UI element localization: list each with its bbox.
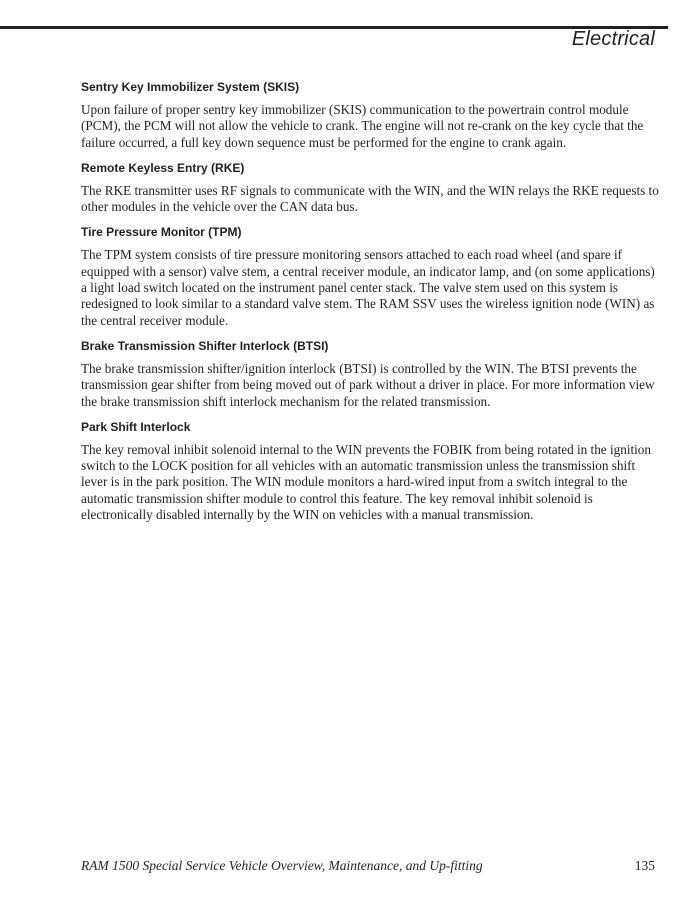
section-tpm xyxy=(81,224,659,328)
section-paragraph: The RKE transmitter uses RF signals to communicate with the WIN, and the WIN relays the RKE requests to other modules in the vehicle over the CAN data bus. xyxy=(81,182,659,215)
section-heading: Park Shift Interlock xyxy=(81,419,191,434)
section-heading: Sentry Key Immobilizer System (SKIS) xyxy=(81,80,300,94)
page-number: 135 xyxy=(634,858,655,873)
header-rule xyxy=(0,26,668,29)
section-skis xyxy=(81,79,659,151)
section-paragraph: The brake transmission shifter/ignition interlock (BTSI) is controlled by the WIN. The BTSI prevents the transmission gear shifter from being moved out of park without a driver in place. For more information view the brake transmission shift interlock mechanism for the related transmission. xyxy=(81,360,655,409)
section-paragraph: The TPM system consists of tire pressure monitoring sensors attached to each road wheel (and spare if equipped with a sensor) valve stem, a central receiver module, an indicator lamp, and (on some applications) a light load switch located on the instrument panel center stack. The valve stem used on this system is redesigned to look similar to a standard valve stem. The RAM SSV uses the wireless ignition node (WIN) as the central receiver module. xyxy=(81,247,655,328)
section-heading: Tire Pressure Monitor (TPM) xyxy=(81,225,242,240)
section-paragraph: Upon failure of proper sentry key immobilizer (SKIS) communication to the powertrain control module (PCM), the PCM will not allow the vehicle to crank. The engine will not re-crank on the key cycle that the failure occurred, a full key down sequence must be performed for the engine to crank again. xyxy=(81,102,644,150)
section-btsi xyxy=(81,338,659,410)
page-content xyxy=(81,79,659,532)
section-paragraph: The key removal inhibit solenoid internal to the WIN prevents the FOBIK from being rotated in the ignition switch to the LOCK position for all vehicles with an automatic transmission unless the transmission shift lever is in the park position. The WIN module monitors a hard-wired input from a switch integral to the automatic transmission shifter module to control this feature. The key removal inhibit solenoid is electronically disabled internally by the WIN on vehicles with a manual transmission. xyxy=(81,441,651,523)
section-park-shift-interlock xyxy=(81,419,659,523)
section-heading: Remote Keyless Entry (RKE) xyxy=(81,160,245,175)
section-heading: Brake Transmission Shifter Interlock (BTSI) xyxy=(81,338,329,353)
section-rke xyxy=(81,160,659,216)
section-title: Electrical xyxy=(571,28,655,50)
footer-title: RAM 1500 Special Service Vehicle Overview, Maintenance, and Up-fitting xyxy=(81,858,483,873)
